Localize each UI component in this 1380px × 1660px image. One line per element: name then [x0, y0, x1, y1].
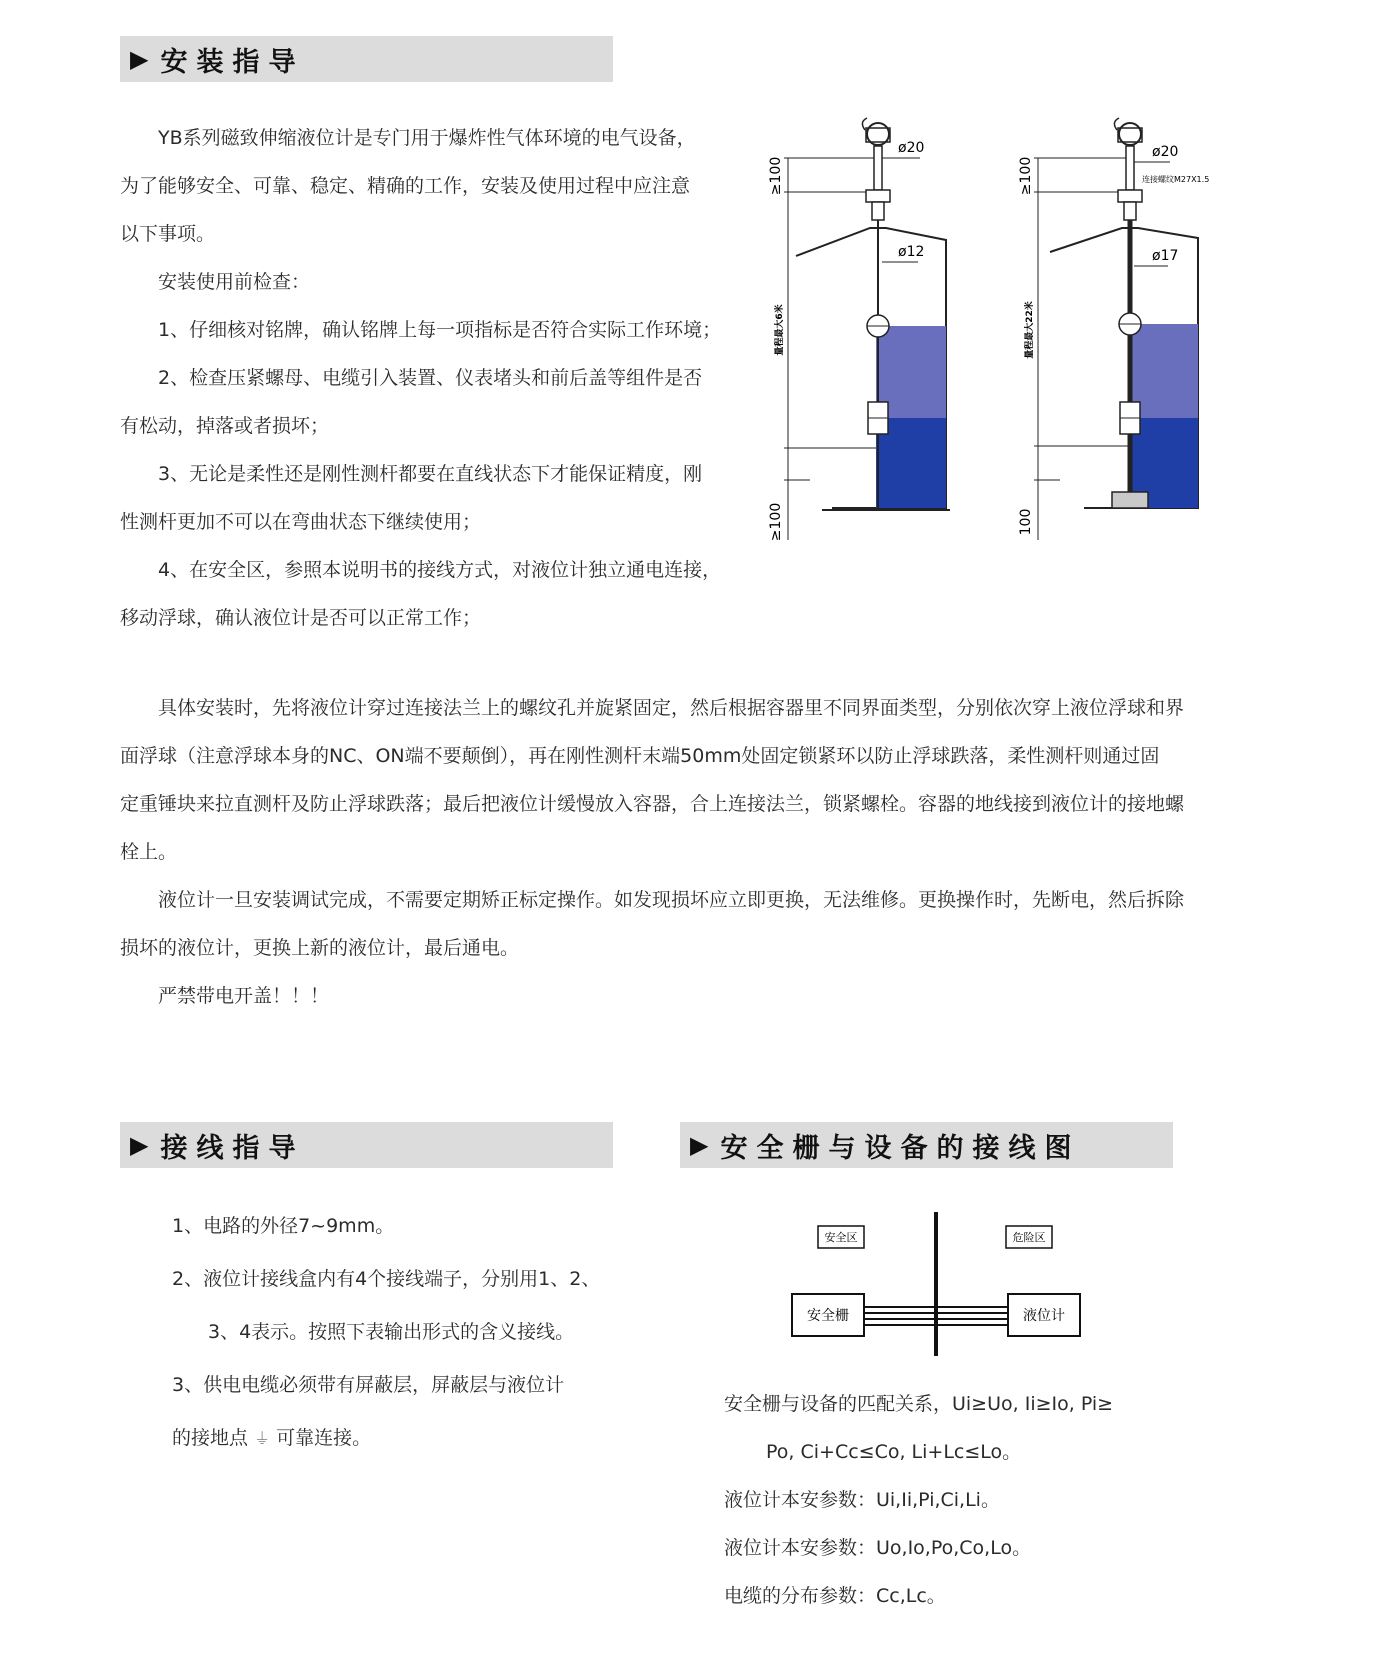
bottom-dimension: ≥100	[768, 502, 784, 542]
check-item-2: 2、检查压紧螺母、电缆引入装置、仪表堵头和前后盖等组件是否	[158, 367, 703, 389]
section-title: 安装指导	[160, 46, 305, 78]
triangle-right-icon: ▶	[690, 1131, 709, 1159]
check-item-3-cont: 性测杆更加不可以在弯曲状态下继续使用；	[120, 511, 482, 533]
check-item-4-cont: 移动浮球，确认液位计是否可以正常工作；	[120, 607, 482, 629]
probe-diameter: ø17	[1152, 248, 1179, 264]
body-line: 损坏的液位计，更换上新的液位计，最后通电。	[120, 937, 520, 959]
check-item-1: 1、仔细核对铭牌，确认铭牌上每一项指标是否符合实际工作环境；	[158, 319, 722, 341]
meter-box-label: 液位计	[1023, 1308, 1065, 1324]
barrier-params	[724, 1380, 1284, 1620]
triangle-right-icon: ▶	[130, 1131, 149, 1159]
check-item-3: 3、无论是柔性还是刚性测杆都要在直线状态下才能保证精度，刚	[158, 463, 703, 485]
thread-label: 连接螺纹M27X1.5	[1142, 175, 1210, 184]
range-label: 量程最大22米	[1025, 301, 1035, 359]
rod-diameter: ø20	[1152, 144, 1179, 160]
range-label: 量程最大6米	[775, 304, 785, 356]
check-item-2-cont: 有松动，掉落或者损坏；	[120, 415, 330, 437]
install-intro	[120, 114, 770, 642]
meter-params-in: 液位计本安参数：Ui,Ii,Pi,Ci,Li。	[724, 1489, 1000, 1511]
match-relation-line: 安全栅与设备的匹配关系，Ui≥Uo, Ii≥Io, Pi≥	[724, 1393, 1114, 1415]
section-title: 接线指导	[160, 1132, 305, 1164]
wiring-item-1: 1、电路的外径7~9mm。	[172, 1215, 395, 1237]
bottom-dimension: 100	[1018, 508, 1034, 536]
body-line: 具体安装时，先将液位计穿过连接法兰上的螺纹孔并旋紧固定，然后根据容器里不同界面类型，分别依次穿上液位浮球和界	[158, 697, 1185, 719]
tank-diagram-rigid	[1020, 120, 1240, 550]
install-body	[120, 684, 1290, 1020]
barrier-box-label: 安全栅	[807, 1308, 849, 1324]
intro-line: 为了能够安全、可靠、稳定、精确的工作，安装及使用过程中应注意	[120, 175, 691, 197]
probe-diameter: ø12	[898, 244, 925, 260]
danger-zone-label: 危险区	[1012, 1231, 1046, 1244]
wiring-steps	[172, 1200, 642, 1465]
intro-line: YB系列磁致伸缩液位计是专门用于爆炸性气体环境的电气设备，	[158, 127, 696, 149]
cable-params: 电缆的分布参数：Cc,Lc。	[724, 1585, 946, 1607]
top-dimension: ≥100	[1018, 156, 1034, 196]
body-line: 面浮球（注意浮球本身的NC、ON端不要颠倒），再在刚性测杆末端50mm处固定锁紧环以防止浮球跌落，柔性测杆则通过固	[120, 745, 1160, 767]
rod-diameter: ø20	[898, 140, 925, 156]
intro-line: 以下事项。	[120, 223, 216, 245]
body-line: 栓上。	[120, 841, 178, 863]
wiring-section-header	[120, 1122, 613, 1168]
ground-icon: ⏚	[254, 1429, 271, 1448]
match-relation-cont: Po, Ci+Cc≤Co, Li+Lc≤Lo。	[766, 1441, 1022, 1463]
warning-line: 严禁带电开盖！！！	[158, 985, 330, 1007]
check-title: 安装使用前检查：	[158, 271, 311, 293]
body-line: 液位计一旦安装调试完成，不需要定期矫正标定操作。如发现损坏应立即更换，无法维修。更换操作时，先断电，然后拆除	[158, 889, 1185, 911]
wiring-item-3-text: 的接地点	[172, 1427, 249, 1449]
triangle-right-icon: ▶	[130, 45, 149, 73]
tank-diagram-flexible	[770, 120, 990, 550]
safe-zone-label: 安全区	[824, 1231, 858, 1244]
body-line: 定重锤块来拉直测杆及防止浮球跌落；最后把液位计缓慢放入容器，合上连接法兰，锁紧螺栓。容器的地线接到液位计的接地螺	[120, 793, 1185, 815]
meter-params-out: 液位计本安参数：Uo,Io,Po,Co,Lo。	[724, 1537, 1032, 1559]
barrier-section-header	[680, 1122, 1173, 1168]
wiring-item-3: 3、供电电缆必须带有屏蔽层，屏蔽层与液位计	[172, 1374, 565, 1396]
wiring-item-3-cont	[172, 1412, 642, 1465]
section-title: 安全栅与设备的接线图	[720, 1132, 1081, 1164]
wiring-item-2-cont: 3、4表示。按照下表输出形式的含义接线。	[208, 1321, 575, 1343]
install-section-header	[120, 36, 613, 82]
check-item-4: 4、在安全区，参照本说明书的接线方式，对液位计独立通电连接，	[158, 559, 722, 581]
top-dimension: ≥100	[768, 156, 784, 196]
wiring-item-3-end: 可靠连接。	[276, 1427, 372, 1449]
barrier-wiring-diagram	[780, 1210, 1100, 1360]
wiring-item-2: 2、液位计接线盒内有4个接线端子，分别用1、2、	[172, 1268, 601, 1290]
